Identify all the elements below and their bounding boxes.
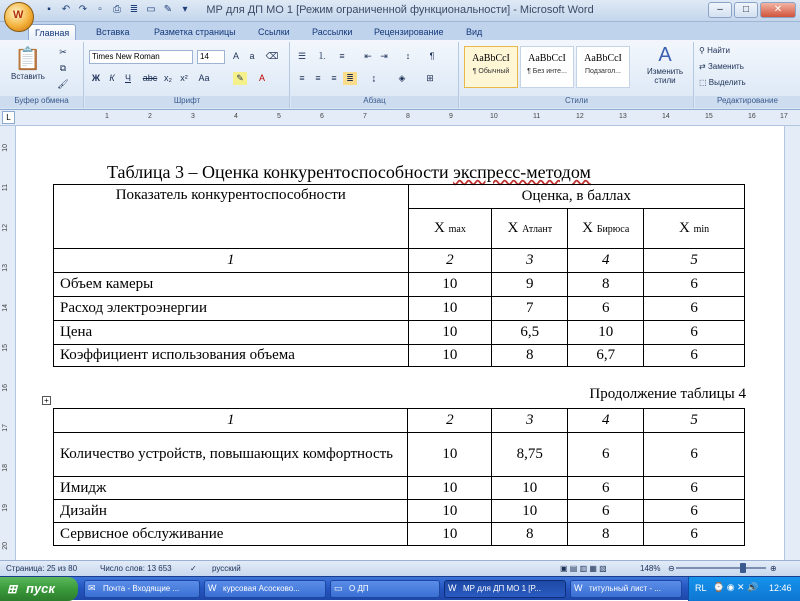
cell-value: 8 (492, 345, 568, 367)
bullets-icon[interactable]: ☰ (297, 51, 307, 61)
subheader-main: X (582, 220, 593, 236)
line-spacing-icon[interactable]: ↨ (371, 73, 377, 83)
strikethrough-button[interactable]: abc (142, 73, 158, 83)
style-no-spacing[interactable] (520, 46, 574, 88)
replace-icon: ⇄ (699, 62, 708, 71)
table-title-text: Таблица 3 – Оценка конкурентоспособности (107, 162, 454, 182)
cell-value: 8,75 (492, 433, 568, 477)
zoom-slider[interactable] (676, 567, 766, 569)
style-subtitle-name: Подзагол... (584, 68, 621, 75)
system-tray (688, 577, 800, 601)
cell-value: 7 (492, 297, 568, 321)
number-cell: 3 (492, 409, 568, 433)
vruler-mark: 18 (2, 464, 9, 472)
grow-font-icon[interactable]: A (232, 51, 239, 61)
row-label: Цена (54, 321, 409, 345)
subheader-sub: Бирюса (596, 224, 630, 235)
decrease-indent-icon[interactable]: ⇤ (364, 51, 372, 61)
paste-icon: 📋 (14, 46, 42, 71)
change-case-button[interactable]: Aa (198, 73, 210, 83)
find-button[interactable] (699, 46, 730, 55)
ruler-mark: 17 (780, 113, 788, 120)
taskbar-item-title-page[interactable] (570, 580, 682, 598)
vruler-mark: 19 (2, 504, 9, 512)
subheader-main: X (507, 220, 519, 236)
bold-button[interactable]: Ж (91, 73, 101, 83)
vruler-mark: 10 (2, 144, 9, 152)
tab-references[interactable]: Ссылки (258, 27, 290, 37)
style-normal-sample: AaBbCcI (472, 53, 510, 64)
taskbar-item-label: титульный лист - ... (589, 584, 661, 593)
styles-group-label: Стили (460, 96, 693, 108)
ruler-mark: 4 (234, 113, 238, 120)
save-icon[interactable]: ▪ (47, 4, 51, 15)
tray-icons[interactable]: ⌚ ◉ ✕ 🔊 (713, 582, 759, 592)
align-right-icon[interactable]: ≡ (331, 73, 337, 83)
cell-value: 6 (644, 345, 745, 367)
find-label: Найти (707, 46, 730, 55)
subheader-xatlant (492, 209, 568, 249)
word-doc-icon: W (574, 583, 583, 593)
cell-value: 10 (408, 500, 492, 523)
continuation-label: Продолжение таблицы 4 (589, 386, 746, 402)
number-cell: 3 (492, 249, 568, 273)
office-logo-icon: W (13, 9, 24, 21)
row-label: Объем камеры (54, 273, 409, 297)
paste-label: Вставить (11, 72, 45, 81)
highlight-icon[interactable]: ✎ (233, 72, 247, 85)
vruler-mark: 11 (2, 184, 9, 192)
table-row (54, 297, 745, 321)
cell-value: 10 (408, 477, 492, 500)
clipboard-group-label: Буфер обмена (0, 96, 83, 108)
ruler-mark: 2 (148, 113, 152, 120)
horizontal-ruler[interactable] (0, 110, 800, 126)
sort-icon[interactable]: ↕ (405, 51, 411, 61)
language-indicator-tray[interactable]: RL (695, 583, 707, 593)
font-group-label: Шрифт (85, 96, 289, 108)
styles-group (460, 42, 694, 108)
ruler-mark: 6 (320, 113, 324, 120)
font-name-combo[interactable]: Times New Roman (89, 50, 193, 64)
change-styles-label: Изменить стили (646, 67, 684, 85)
pilcrow-icon[interactable]: ¶ (429, 51, 435, 61)
table-row (54, 273, 745, 297)
word-doc-icon: W (448, 583, 457, 593)
spellcheck-icon[interactable]: ✓ (190, 564, 197, 573)
open-icon[interactable]: ▭ (146, 4, 156, 15)
tab-stop-selector[interactable]: L (2, 111, 15, 124)
taskbar-item-label: О ДП (349, 584, 369, 593)
zoom-in-icon[interactable]: ⊕ (770, 564, 777, 573)
format-painter-icon[interactable]: 🖌 (57, 79, 69, 89)
ribbon-tab-bar (0, 22, 800, 40)
cell-value: 10 (408, 297, 492, 321)
cell-value: 8 (568, 273, 644, 297)
page-counter[interactable]: Страница: 25 из 80 (6, 564, 78, 573)
title-bar (0, 0, 800, 22)
ruler-mark: 11 (533, 113, 541, 120)
subheader-sub: Атлант (522, 224, 553, 235)
cell-value: 8 (568, 523, 644, 546)
table-title-misspelled[interactable]: экспресс-методом (453, 162, 591, 182)
cell-value: 6,7 (568, 345, 644, 367)
maximize-button[interactable]: □ (734, 2, 758, 18)
clock[interactable]: 12:46 (769, 583, 792, 593)
folder-icon: ▭ (334, 583, 343, 593)
edit-icon[interactable]: ✎ (163, 4, 173, 15)
replace-button[interactable] (699, 62, 744, 71)
shading-icon[interactable]: ◈ (398, 73, 406, 83)
tab-page-layout[interactable]: Разметка страницы (154, 27, 236, 37)
shrink-font-icon[interactable]: a (249, 51, 255, 61)
multilevel-list-icon[interactable]: ≡ (339, 51, 345, 61)
tab-view[interactable]: Вид (466, 27, 483, 37)
tab-review[interactable]: Рецензирование (374, 27, 444, 37)
subheader-sub: max (448, 224, 466, 235)
select-icon: ⬚ (699, 78, 709, 87)
cell-value: 6 (644, 297, 745, 321)
change-styles-button[interactable] (640, 44, 690, 85)
font-color-icon[interactable]: A (258, 73, 265, 83)
style-normal-name: ¶ Обычный (472, 68, 510, 75)
borders-icon[interactable]: ⊞ (426, 73, 434, 83)
ruler-mark: 10 (490, 113, 498, 120)
cell-value: 10 (492, 477, 568, 500)
header-score: Оценка, в баллах (408, 185, 745, 209)
cell-value: 6 (644, 477, 745, 500)
cell-value: 10 (408, 321, 492, 345)
cell-value: 6 (568, 477, 644, 500)
cell-value: 6 (644, 273, 745, 297)
paste-button[interactable] (8, 46, 48, 90)
start-button[interactable] (0, 577, 78, 601)
increase-indent-icon[interactable]: ⇥ (380, 51, 388, 61)
subheader-xmax (408, 209, 492, 249)
cell-value: 10 (408, 273, 492, 297)
subheader-xmin (644, 209, 745, 249)
ruler-mark: 5 (277, 113, 281, 120)
cell-value: 9 (492, 273, 568, 297)
close-button[interactable]: ✕ (760, 2, 796, 18)
number-cell: 1 (54, 409, 408, 433)
table-move-handle-icon[interactable]: + (42, 396, 51, 405)
row-label: Расход электроэнергии (54, 297, 409, 321)
number-cell: 1 (54, 249, 409, 273)
ruler-mark: 14 (662, 113, 670, 120)
windows-flag-icon: ⊞ (7, 582, 18, 596)
style-no-spacing-name: ¶ Без инте... (527, 68, 567, 75)
ruler-mark: 7 (363, 113, 367, 120)
paragraph-group (291, 42, 459, 108)
table-row (54, 500, 745, 523)
cell-value: 10 (568, 321, 644, 345)
row-label: Количество устройств, повышающих комфортность (54, 433, 408, 477)
start-label: пуск (26, 581, 55, 596)
cell-value: 6 (644, 500, 745, 523)
table-row (54, 523, 745, 546)
word-doc-icon: W (208, 583, 217, 593)
row-label: Сервисное обслуживание (54, 523, 408, 546)
superscript-button[interactable]: x² (180, 73, 188, 83)
zoom-level[interactable]: 148% (640, 564, 661, 573)
taskbar-item-dp[interactable] (330, 580, 440, 598)
subscript-button[interactable]: x₂ (164, 73, 172, 83)
row-label: Коэффициент использования объема (54, 345, 409, 367)
align-left-icon[interactable]: ≡ (299, 73, 305, 83)
office-button[interactable] (4, 2, 34, 32)
number-cell: 4 (568, 249, 644, 273)
cell-value: 6 (568, 297, 644, 321)
binoculars-icon: ⚲ (699, 46, 708, 55)
select-button[interactable] (699, 78, 746, 87)
clipboard-group (0, 42, 84, 108)
ruler-mark: 12 (576, 113, 584, 120)
underline-button[interactable]: Ч (125, 73, 131, 83)
vruler-mark: 13 (2, 264, 9, 272)
vertical-scrollbar[interactable] (784, 126, 800, 560)
number-cell: 5 (644, 249, 745, 273)
cell-value: 10 (408, 523, 492, 546)
table-title (107, 162, 591, 183)
style-subtitle[interactable] (576, 46, 630, 88)
list-icon[interactable]: ≣ (129, 4, 139, 15)
table-row (54, 477, 745, 500)
subheader-sub: min (693, 224, 710, 235)
vruler-mark: 20 (2, 542, 9, 550)
table-row (54, 433, 745, 477)
ruler-mark: 3 (191, 113, 195, 120)
cell-value: 6 (644, 321, 745, 345)
vruler-mark: 15 (2, 344, 9, 352)
clear-format-icon[interactable]: ⌫ (265, 51, 279, 61)
cell-value: 8 (492, 523, 568, 546)
taskbar-item-label: курсовая Асосково... (223, 584, 300, 593)
ruler-mark: 1 (105, 113, 109, 120)
justify-icon[interactable]: ≣ (343, 72, 357, 85)
number-cell: 2 (408, 249, 492, 273)
number-cell: 2 (408, 409, 492, 433)
word-count[interactable]: Число слов: 13 653 (100, 564, 172, 573)
ruler-mark: 15 (705, 113, 713, 120)
taskbar-item-mail[interactable] (84, 580, 200, 598)
cell-value: 10 (408, 433, 492, 477)
editing-group (695, 42, 800, 108)
vertical-ruler[interactable] (0, 126, 16, 560)
redo-icon[interactable]: ↷ (78, 4, 88, 15)
taskbar-item-coursework[interactable] (204, 580, 326, 598)
print-icon[interactable]: ⎙ (113, 4, 121, 15)
window-title: МР для ДП МО 1 [Режим ограниченной функциональности] - Microsoft Word (206, 4, 594, 16)
cell-value: 6 (568, 500, 644, 523)
language-indicator[interactable]: русский (212, 564, 241, 573)
style-subtitle-sample: AaBbCcI (584, 53, 622, 64)
font-group (85, 42, 290, 108)
new-doc-icon[interactable]: ▫ (98, 4, 102, 15)
cell-value: 6 (644, 433, 745, 477)
taskbar-item-label: Почта - Входящие ... (103, 584, 180, 593)
tab-insert[interactable]: Вставка (96, 27, 130, 37)
paragraph-group-label: Абзац (291, 96, 458, 108)
cell-value: 10 (492, 500, 568, 523)
cell-value: 6 (644, 523, 745, 546)
mail-icon: ✉ (88, 583, 96, 593)
subheader-main: X (679, 220, 690, 236)
taskbar-item-active-doc[interactable] (444, 580, 566, 598)
window-controls (708, 2, 796, 18)
subheader-main: X (434, 220, 445, 236)
select-label: Выделить (708, 78, 746, 87)
copy-icon[interactable]: ⧉ (59, 63, 67, 73)
vruler-mark: 12 (2, 224, 9, 232)
row-label: Дизайн (54, 500, 408, 523)
vruler-mark: 14 (2, 304, 9, 312)
cell-value: 6 (568, 433, 644, 477)
tab-mailings[interactable]: Рассылки (312, 27, 353, 37)
table-row (54, 321, 745, 345)
tab-home[interactable]: Главная (28, 24, 76, 40)
cell-value: 10 (408, 345, 492, 367)
number-cell: 5 (644, 409, 745, 433)
header-indicator: Показатель конкурентоспособности (54, 185, 409, 249)
ruler-mark: 8 (406, 113, 410, 120)
replace-label: Заменить (707, 62, 744, 71)
editing-group-label: Редактирование (695, 96, 800, 108)
minimize-button[interactable]: – (708, 2, 732, 18)
undo-icon[interactable]: ↶ (61, 4, 71, 15)
vruler-mark: 17 (2, 424, 9, 432)
row-label: Имидж (54, 477, 408, 500)
zoom-out-icon[interactable]: ⊖ (668, 564, 675, 573)
subheader-xbiryusa (568, 209, 644, 249)
italic-button[interactable]: К (109, 73, 115, 83)
numbering-icon[interactable]: ⒈ (317, 51, 327, 61)
windows-taskbar (0, 576, 800, 600)
table-row (54, 345, 745, 367)
change-styles-icon: A (658, 44, 672, 66)
zoom-slider-thumb[interactable] (740, 563, 746, 573)
competitiveness-table[interactable] (53, 184, 745, 367)
ribbon (0, 40, 800, 110)
cut-icon[interactable]: ✂ (59, 47, 67, 57)
vruler-mark: 16 (2, 384, 9, 392)
taskbar-item-label: МР для ДП МО 1 [Р... (463, 584, 541, 593)
style-no-spacing-sample: AaBbCcI (528, 53, 566, 64)
style-normal[interactable] (464, 46, 518, 88)
number-cell: 4 (568, 409, 644, 433)
font-size-combo[interactable]: 14 (197, 50, 225, 64)
document-page[interactable] (17, 126, 800, 560)
ruler-mark: 13 (619, 113, 627, 120)
qat-customize-icon[interactable]: ▾ (182, 4, 188, 15)
status-bar (0, 560, 800, 576)
competitiveness-table-continued[interactable] (53, 408, 745, 546)
ruler-mark: 9 (449, 113, 453, 120)
align-center-icon[interactable]: ≡ (315, 73, 321, 83)
cell-value: 6,5 (492, 321, 568, 345)
view-mode-icons[interactable]: ▣ ▤ ▥ ▦ ▧ (560, 564, 607, 573)
ruler-mark: 16 (748, 113, 756, 120)
